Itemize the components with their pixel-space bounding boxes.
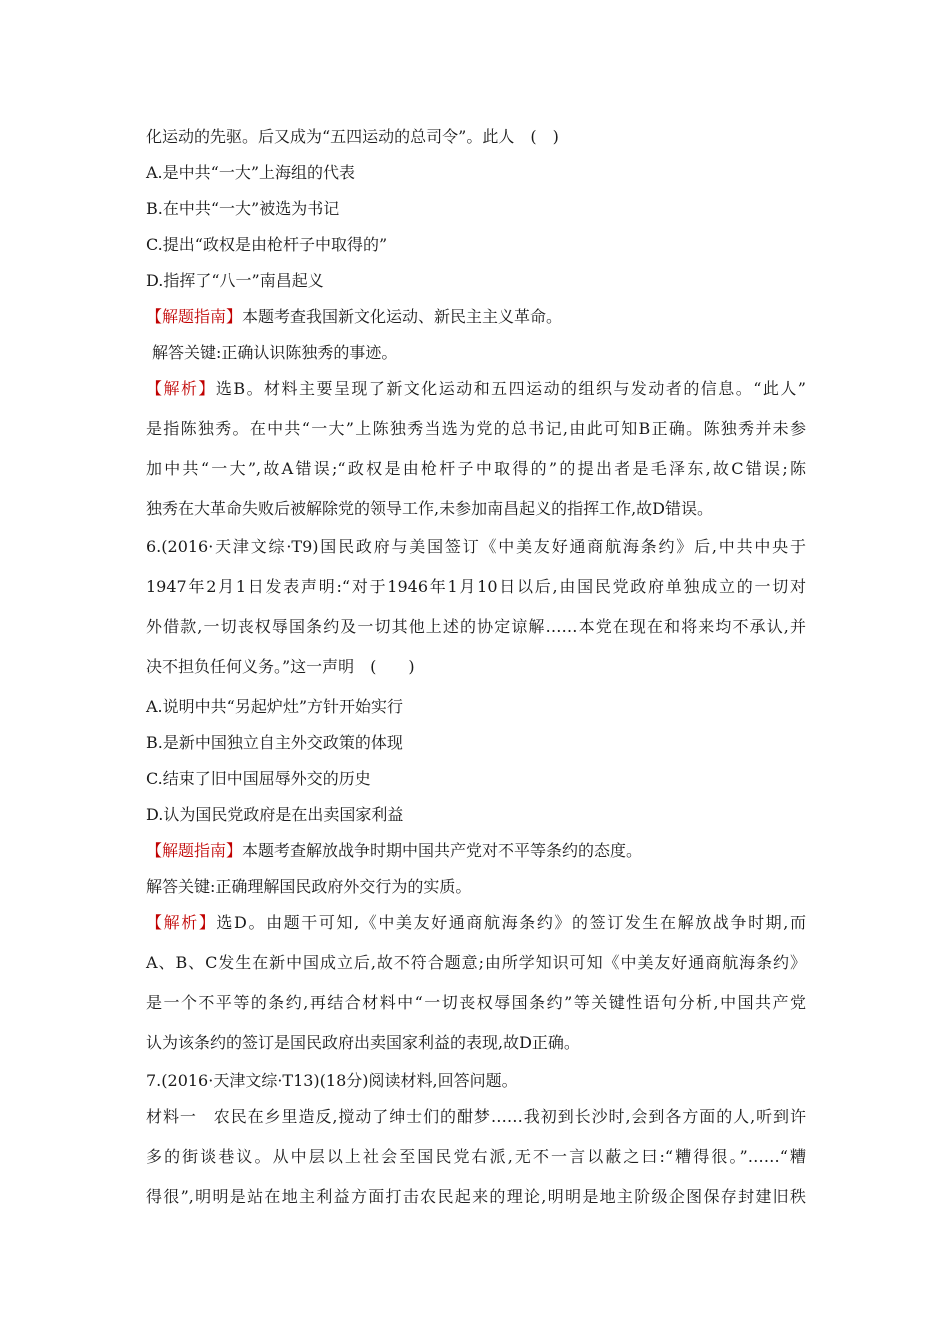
q5-guide bbox=[146, 306, 562, 328]
q6-guide-text: 本题考查解放战争时期中国共产党对不平等条约的态度。 bbox=[242, 841, 643, 860]
q5-option-d: D.指挥了“八一”南昌起义 bbox=[146, 271, 324, 290]
q6-guide-tag: 【解题指南】 bbox=[146, 841, 243, 860]
q5-analysis-line-3: 加中共“一大”,故A错误;“政权是由枪杆子中取得的”的提出者是毛泽东,故C错误;陈 bbox=[146, 459, 806, 478]
q6-analysis-text: 选D。由题干可知,《中美友好通商航海条约》的签订发生在解放战争时期,而 bbox=[216, 913, 806, 932]
q6-analysis-line-3: 是一个不平等的条约,再结合材料中“一切丧权辱国条约”等关键性语句分析,中国共产党 bbox=[146, 993, 806, 1012]
q5-analysis-line-1 bbox=[146, 378, 806, 400]
q5-option-a: A.是中共“一大”上海组的代表 bbox=[146, 163, 356, 182]
q5-stem-tail: 化运动的先驱。后又成为“五四运动的总司令”。此人 ( ) bbox=[146, 127, 559, 146]
q6-key: 解答关键:正确理解国民政府外交行为的实质。 bbox=[146, 877, 472, 896]
q6-stem-line-3: 外借款,一切丧权辱国条约及一切其他上述的协定谅解……本党在现在和将来均不承认,并 bbox=[146, 617, 806, 636]
q5-analysis-tag: 【解析】 bbox=[146, 379, 216, 398]
q7-material-line-3: 得很”,明明是站在地主利益方面打击农民起来的理论,明明是地主阶级企图保存封建旧秩 bbox=[146, 1187, 806, 1206]
q6-stem-line-2: 1947年2月1日发表声明:“对于1946年1月10日以后,由国民党政府单独成立的一切对 bbox=[146, 577, 806, 596]
q6-option-c: C.结束了旧中国屈辱外交的历史 bbox=[146, 769, 371, 788]
q5-analysis-line-4: 独秀在大革命失败后被解除党的领导工作,未参加南昌起义的指挥工作,故D错误。 bbox=[146, 499, 714, 518]
q7-stem: 7.(2016·天津文综·T13)(18分)阅读材料,回答问题。 bbox=[146, 1071, 518, 1090]
q6-analysis-tag: 【解析】 bbox=[146, 913, 217, 932]
q5-guide-text: 本题考查我国新文化运动、新民主主义革命。 bbox=[242, 307, 563, 326]
q6-stem-line-1: 6.(2016·天津文综·T9)国民政府与美国签订《中美友好通商航海条约》后,中共中央于 bbox=[146, 537, 806, 556]
q5-analysis-text: 选B。材料主要呈现了新文化运动和五四运动的组织与发动者的信息。“此人” bbox=[215, 379, 806, 398]
q6-analysis-line-2: A、B、C发生在新中国成立后,故不符合题意;由所学知识可知《中美友好通商航海条约》 bbox=[146, 953, 806, 972]
q6-guide bbox=[146, 840, 642, 862]
q7-material-line-2: 多的街谈巷议。从中层以上社会至国民党右派,无不一言以蔽之曰:“糟得很。”……“糟 bbox=[146, 1147, 806, 1166]
q7-material-line-1: 材料一 农民在乡里造反,搅动了绅士们的酣梦……我初到长沙时,会到各方面的人,听到许 bbox=[146, 1107, 806, 1126]
q5-option-b: B.在中共“一大”被选为书记 bbox=[146, 199, 340, 218]
q5-analysis-line-2: 是指陈独秀。在中共“一大”上陈独秀当选为党的总书记,由此可知B正确。陈独秀并未参 bbox=[146, 419, 806, 438]
q5-guide-tag: 【解题指南】 bbox=[146, 307, 243, 326]
q5-option-c: C.提出“政权是由枪杆子中取得的” bbox=[146, 235, 388, 254]
q5-key: 解答关键:正确认识陈独秀的事迹。 bbox=[152, 343, 398, 362]
q6-option-a: A.说明中共“另起炉灶”方针开始实行 bbox=[146, 697, 404, 716]
q6-option-b: B.是新中国独立自主外交政策的体现 bbox=[146, 733, 403, 752]
q6-analysis-line-1 bbox=[146, 912, 806, 934]
q6-analysis-line-4: 认为该条约的签订是国民政府出卖国家利益的表现,故D正确。 bbox=[146, 1033, 580, 1052]
q6-option-d: D.认为国民党政府是在出卖国家利益 bbox=[146, 805, 404, 824]
q6-stem-line-4: 决不担负任何义务。”这一声明 ( ) bbox=[146, 657, 415, 676]
